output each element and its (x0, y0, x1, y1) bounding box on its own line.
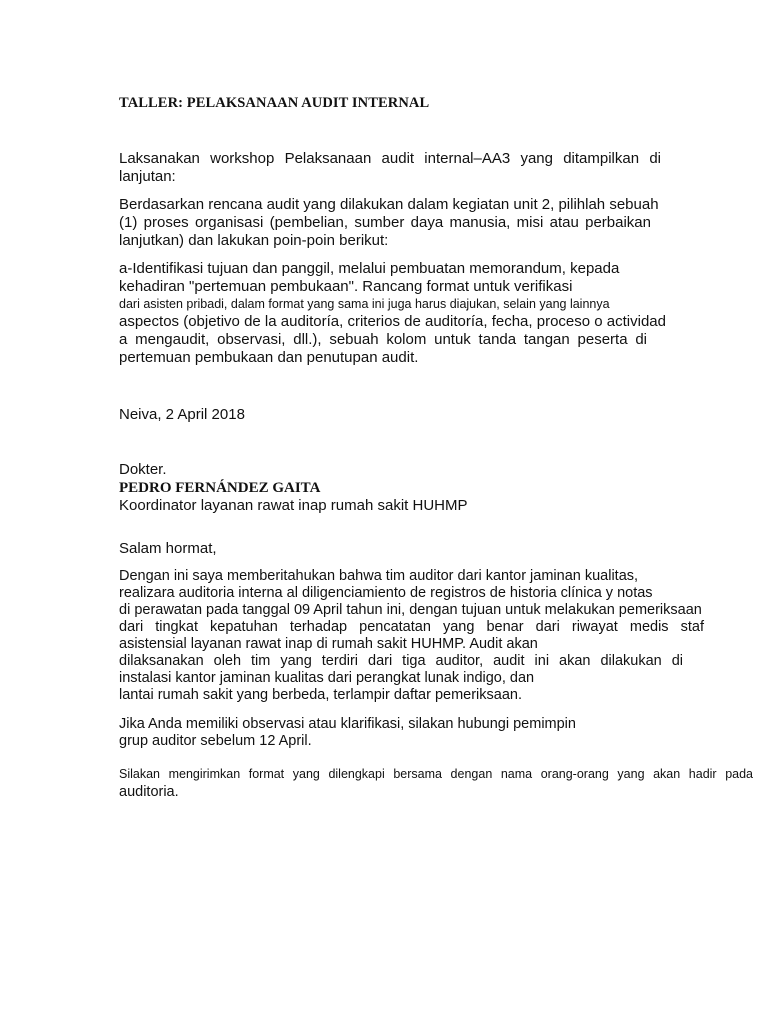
letter-greeting: Salam hormat, (119, 540, 217, 557)
task-line-2: kehadiran "pertemuan pembukaan". Rancang format untuk verifikasi (119, 278, 573, 295)
task-line-3: dari asisten pribadi, dalam format yang sama ini juga harus diajukan, selain yang lainnya (119, 297, 610, 311)
letter-body-paragraph-2 (119, 716, 576, 750)
intro-paragraph (119, 150, 661, 186)
instructions-line-3: lanjutkan) dan lakukan poin-poin berikut: (119, 232, 389, 249)
letter-body-paragraph-1 (119, 568, 729, 704)
letter-closing (119, 766, 753, 801)
task-line-1: a-Identifikasi tujuan dan panggil, melalui pembuatan memorandum, kepada (119, 260, 620, 277)
body2-line-1: Jika Anda memiliki observasi atau klarifikasi, silakan hubungi pemimpin (119, 716, 576, 732)
instructions-line-2: (1) proses organisasi (pembelian, sumber daya manusia, misi atau perbaikan (119, 214, 651, 231)
body1-line-1: Dengan ini saya memberitahukan bahwa tim auditor dari kantor jaminan kualitas, (119, 568, 639, 584)
body1-line-8: lantai rumah sakit yang berbeda, terlampir daftar pemeriksaan. (119, 687, 522, 703)
recipient-title: Dokter. (119, 461, 167, 478)
body1-line-6: dilaksanakan oleh tim yang terdiri dari tiga auditor, audit ini akan dilakukan di (119, 653, 683, 669)
task-line-6: pertemuan pembukaan dan penutupan audit. (119, 349, 419, 366)
closing-line-1: Silakan mengirimkan format yang dilengkapi bersama dengan nama orang-orang yang akan hadir pada (119, 767, 753, 781)
letter-date: Neiva, 2 April 2018 (119, 406, 245, 423)
instructions-line-1: Berdasarkan rencana audit yang dilakukan dalam kegiatan unit 2, pilihlah sebuah (119, 196, 659, 213)
task-paragraph (119, 260, 666, 367)
recipient-name: PEDRO FERNÁNDEZ GAITA (119, 480, 321, 496)
intro-line-1: Laksanakan workshop Pelaksanaan audit internal–AA3 yang ditampilkan di (119, 150, 661, 167)
body2-line-2: grup auditor sebelum 12 April. (119, 733, 312, 749)
body1-line-5: asistensial layanan rawat inap di rumah sakit HUHMP. Audit akan (119, 636, 538, 652)
body1-line-2: realizara auditoria interna al diligenciamiento de registros de historia clínica y notas (119, 585, 653, 601)
body1-line-4: dari tingkat kepatuhan terhadap pencatatan yang benar dari riwayat medis staf (119, 619, 704, 635)
recipient-role: Koordinator layanan rawat inap rumah sakit HUHMP (119, 497, 468, 514)
body1-line-7: instalasi kantor jaminan kualitas dari perangkat lunak indigo, dan (119, 670, 535, 686)
recipient-block (119, 461, 679, 515)
task-line-5: a mengaudit, observasi, dll.), sebuah kolom untuk tanda tangan peserta di (119, 331, 647, 348)
document-title: TALLER: PELAKSANAAN AUDIT INTERNAL (119, 95, 430, 111)
instructions-paragraph (119, 196, 659, 250)
body1-line-3: di perawatan pada tanggal 09 April tahun ini, dengan tujuan untuk melakukan pemeriksaan (119, 602, 702, 618)
intro-line-2: lanjutan: (119, 168, 176, 185)
closing-line-2: auditoria. (119, 784, 179, 800)
task-line-4: aspectos (objetivo de la auditoría, criterios de auditoría, fecha, proceso o actividad (119, 313, 666, 330)
